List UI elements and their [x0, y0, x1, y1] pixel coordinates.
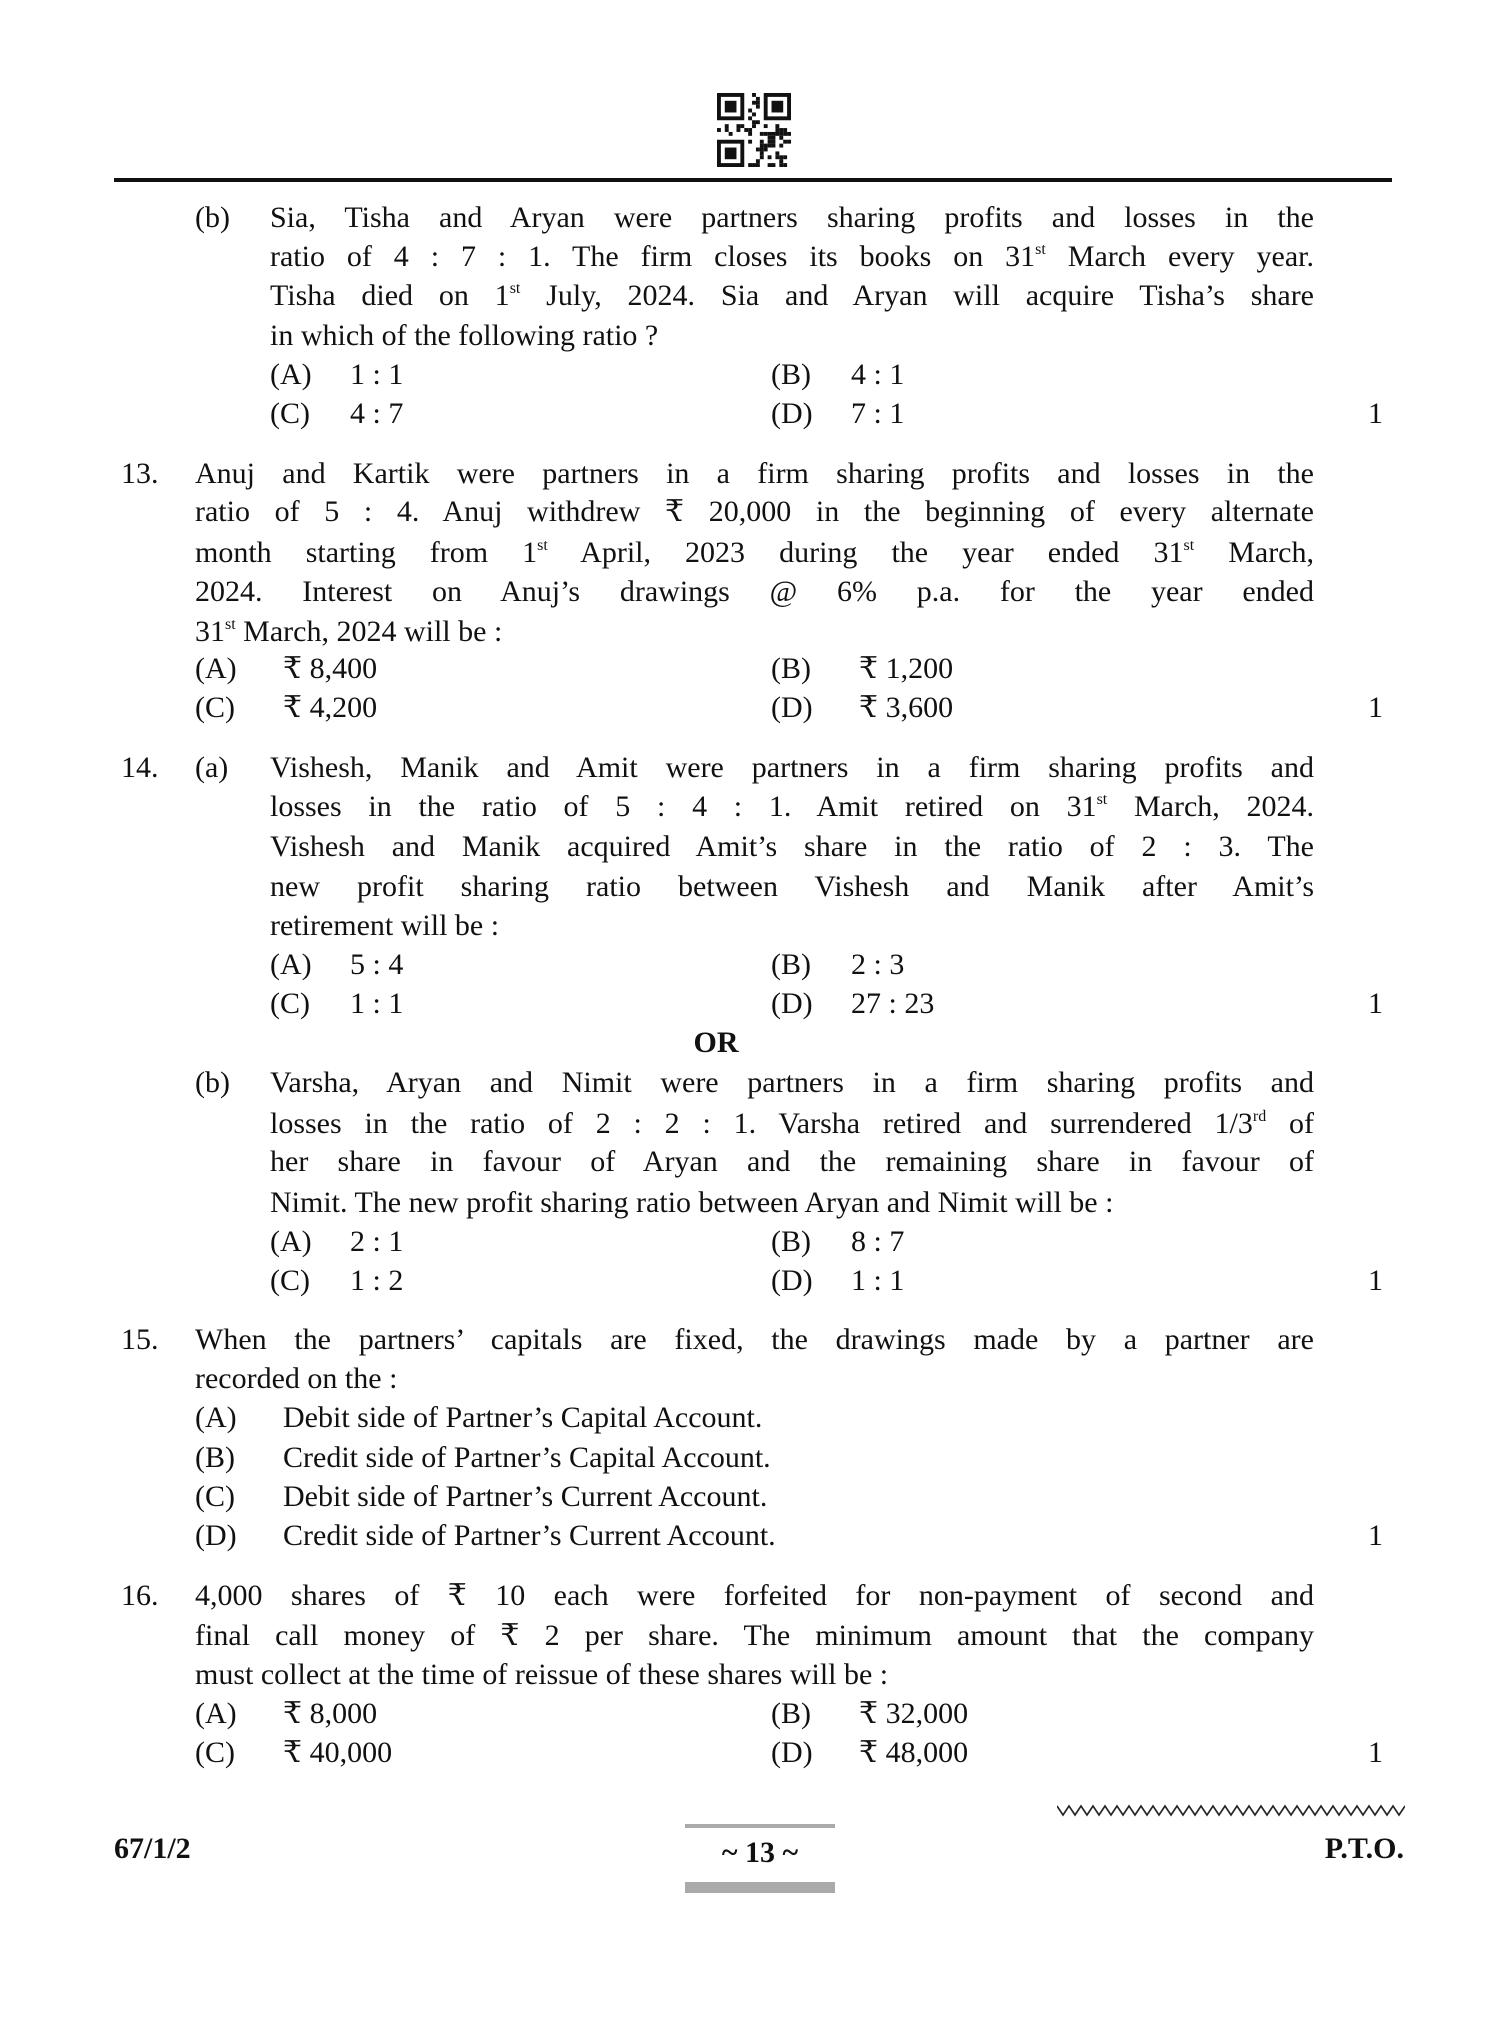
option-label: (D): [195, 1519, 237, 1552]
text-segment: Sia, Tisha and Aryan were partners sharing profits and losses in the: [270, 201, 1314, 234]
question-text-line: [270, 1183, 1314, 1223]
option-label: (D): [771, 397, 813, 430]
option-value: Debit side of Partner’s Current Account.: [283, 1480, 768, 1513]
question-text-line: [270, 787, 1314, 827]
sub-part-label: (b): [195, 1066, 230, 1099]
pto-label: P.T.O.: [1324, 1832, 1404, 1865]
paper-code: 67/1/2: [114, 1832, 191, 1865]
option-label: (C): [270, 987, 310, 1020]
text-segment: Vishesh and Manik acquired Amit’s share in the ratio of 2 : 3. The: [270, 830, 1314, 863]
wavy-line-decoration: [1057, 1802, 1405, 1818]
question-text-line: [195, 533, 1314, 573]
qr-code: [717, 93, 791, 169]
question-text-line: [270, 867, 1314, 907]
question-text-line: [195, 1616, 1314, 1656]
question-text-line: [270, 1142, 1314, 1182]
option-value: 7 : 1: [851, 397, 905, 430]
option-label: (A): [270, 948, 312, 981]
sub-part-label: (a): [195, 751, 229, 784]
question-number: 16.: [121, 1579, 159, 1612]
text-segment: losses in the ratio of 2 : 2 : 1. Varsha retired and surrendered 1/3: [270, 1107, 1253, 1140]
question-text-line: [270, 827, 1314, 867]
question-text-line: [270, 906, 1314, 946]
option-value: 27 : 23: [851, 987, 935, 1020]
text-segment: When the partners’ capitals are fixed, the drawings made by a partner are: [195, 1323, 1314, 1356]
sub-part-label: (b): [195, 201, 230, 234]
question-text-line: [270, 237, 1314, 277]
option-label: (D): [771, 987, 813, 1020]
option-label: (C): [195, 1736, 235, 1769]
question-text-line: [195, 1655, 1314, 1695]
text-segment: 4,000 shares of ₹ 10 each were forfeited for non-payment of second and: [195, 1579, 1314, 1612]
option-value: ₹ 8,000: [283, 1697, 378, 1730]
text-segment: 31: [195, 615, 225, 648]
page-number: ~ 13 ~: [721, 1836, 799, 1869]
text-segment: recorded on the :: [195, 1362, 398, 1395]
option-label: (C): [270, 1264, 310, 1297]
question-text-line: [195, 1359, 1314, 1399]
text-segment: July, 2024. Sia and Aryan will acquire Tisha’s share: [520, 279, 1314, 312]
question-text-line: [270, 1063, 1314, 1103]
option-label: (D): [771, 1736, 813, 1769]
option-value: ₹ 3,600: [859, 691, 954, 724]
option-label: (C): [195, 1480, 235, 1513]
superscript: st: [1096, 791, 1108, 808]
question-text-line: [270, 748, 1314, 788]
option-value: 2 : 1: [350, 1225, 404, 1258]
text-segment: March, 2024.: [1107, 790, 1314, 823]
question-text-line: [195, 1576, 1314, 1616]
option-label: (B): [771, 1225, 811, 1258]
marks-label: 1: [1368, 1736, 1383, 1769]
text-segment: April, 2023 during the year ended 31: [547, 536, 1184, 569]
question-number: 14.: [121, 751, 159, 784]
question-text-line: [270, 276, 1314, 316]
text-segment: retirement will be :: [270, 909, 500, 942]
option-value: 1 : 1: [350, 987, 404, 1020]
option-value: 4 : 7: [350, 397, 404, 430]
question-text-line: [270, 316, 1314, 356]
superscript: st: [537, 537, 548, 554]
superscript: st: [1183, 537, 1195, 554]
text-segment: final call money of ₹ 2 per share. The minimum amount that the company: [195, 1619, 1314, 1652]
text-segment: must collect at the time of reissue of these shares will be :: [195, 1658, 889, 1691]
or-separator: OR: [693, 1026, 739, 1059]
option-value: ₹ 1,200: [859, 652, 954, 685]
option-value: 2 : 3: [851, 948, 905, 981]
question-number: 15.: [121, 1323, 159, 1356]
question-text-line: [270, 1104, 1314, 1144]
marks-label: 1: [1368, 987, 1383, 1020]
question-text-line: [195, 1320, 1314, 1360]
option-label: (C): [195, 691, 235, 724]
option-label: (B): [771, 1697, 811, 1730]
option-value: Debit side of Partner’s Capital Account.: [283, 1401, 763, 1434]
text-segment: Vishesh, Manik and Amit were partners in a firm sharing profits and: [270, 751, 1314, 784]
text-segment: ratio of 5 : 4. Anuj withdrew ₹ 20,000 in the beginning of every alternate: [195, 495, 1314, 528]
text-segment: her share in favour of Aryan and the remaining share in favour of: [270, 1145, 1314, 1178]
marks-label: 1: [1368, 691, 1383, 724]
marks-label: 1: [1368, 397, 1383, 430]
option-value: 1 : 1: [350, 358, 404, 391]
text-segment: new profit sharing ratio between Vishesh and Manik after Amit’s: [270, 870, 1314, 903]
option-label: (C): [270, 397, 310, 430]
option-label: (D): [771, 1264, 813, 1297]
superscript: st: [509, 280, 521, 297]
option-value: Credit side of Partner’s Capital Account.: [283, 1441, 771, 1474]
option-value: ₹ 4,200: [283, 691, 378, 724]
text-segment: Varsha, Aryan and Nimit were partners in a firm sharing profits and: [270, 1066, 1314, 1099]
option-label: (A): [270, 1225, 312, 1258]
text-segment: March, 2024 will be :: [235, 615, 503, 648]
question-text-line: [195, 492, 1314, 532]
question-text-line: [270, 198, 1314, 238]
option-label: (D): [771, 691, 813, 724]
text-segment: March,: [1194, 536, 1314, 569]
option-label: (B): [771, 358, 811, 391]
option-label: (A): [195, 1697, 237, 1730]
option-label: (B): [195, 1441, 235, 1474]
option-value: 8 : 7: [851, 1225, 905, 1258]
question-number: 13.: [121, 457, 159, 490]
option-value: ₹ 40,000: [283, 1736, 393, 1769]
text-segment: losses in the ratio of 5 : 4 : 1. Amit retired on 31: [270, 790, 1097, 823]
text-segment: Anuj and Kartik were partners in a firm sharing profits and losses in the: [195, 457, 1314, 490]
option-value: ₹ 48,000: [859, 1736, 969, 1769]
text-segment: of: [1266, 1107, 1314, 1140]
option-value: 5 : 4: [350, 948, 404, 981]
option-value: 1 : 2: [350, 1264, 404, 1297]
option-label: (A): [195, 652, 237, 685]
question-text-line: [195, 612, 1314, 652]
text-segment: in which of the following ratio ?: [270, 319, 659, 352]
text-segment: ratio of 4 : 7 : 1. The firm closes its books on 31: [270, 240, 1036, 273]
superscript: st: [1035, 241, 1046, 258]
option-value: ₹ 32,000: [859, 1697, 969, 1730]
option-label: (A): [270, 358, 312, 391]
text-segment: 2024. Interest on Anuj’s drawings @ 6% p.a. for the year ended: [195, 575, 1314, 608]
option-value: 4 : 1: [851, 358, 905, 391]
text-segment: March every year.: [1045, 240, 1314, 273]
text-segment: month starting from 1: [195, 536, 538, 569]
option-value: 1 : 1: [851, 1264, 905, 1297]
option-label: (B): [771, 948, 811, 981]
question-text-line: [195, 572, 1314, 612]
page-number-box: [685, 1824, 835, 1894]
superscript: st: [225, 616, 236, 633]
option-label: (B): [771, 652, 811, 685]
question-text-line: [195, 454, 1314, 494]
text-segment: Nimit. The new profit sharing ratio between Aryan and Nimit will be :: [270, 1186, 1114, 1219]
option-value: ₹ 8,400: [283, 652, 378, 685]
superscript: rd: [1252, 1108, 1267, 1125]
option-value: Credit side of Partner’s Current Account.: [283, 1519, 776, 1552]
marks-label: 1: [1368, 1519, 1383, 1552]
header-rule: [114, 178, 1392, 182]
option-label: (A): [195, 1401, 237, 1434]
text-segment: Tisha died on 1: [270, 279, 510, 312]
marks-label: 1: [1368, 1264, 1383, 1297]
